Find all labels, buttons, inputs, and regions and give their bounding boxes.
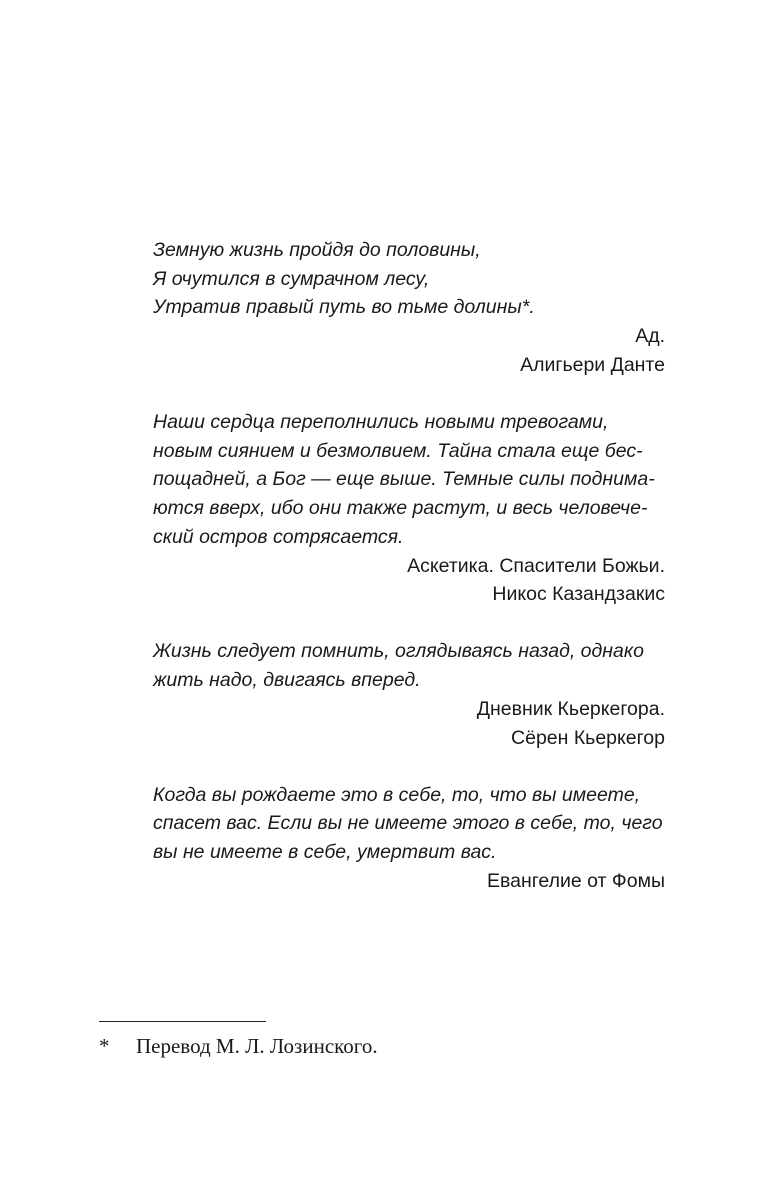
quote-line: вы не имеете в себе, умертвит вас. bbox=[153, 841, 497, 864]
footnote-divider bbox=[99, 1021, 266, 1022]
quote-line: ский остров сотрясается. bbox=[153, 525, 404, 548]
quote-line: спасет вас. Если вы не имеете этого в себе, то, чего bbox=[153, 812, 663, 835]
epigraphs bbox=[153, 236, 665, 896]
quote-line: новым сиянием и безмолвием. Тайна стала еще бес- bbox=[153, 439, 643, 462]
spacer bbox=[153, 752, 665, 781]
epigraph-kazantzakis bbox=[153, 408, 665, 609]
footnote-marker: * bbox=[99, 1034, 110, 1058]
quote-line: Жизнь следует помнить, оглядываясь назад, однако bbox=[153, 640, 644, 663]
epigraph-dante bbox=[153, 236, 665, 380]
quote-line: жить надо, двигаясь вперед. bbox=[153, 669, 421, 692]
attribution-author: Никос Казандзакис bbox=[492, 583, 665, 606]
epigraph-quote bbox=[153, 408, 665, 552]
quote-line: Наши сердца переполнились новыми тревогами, bbox=[153, 411, 609, 434]
attribution-work: Ад. bbox=[635, 325, 665, 348]
spacer bbox=[153, 609, 665, 638]
epigraph-kierkegaard bbox=[153, 637, 665, 752]
quote-line: пощадней, а Бог — еще выше. Темные силы поднима- bbox=[153, 468, 655, 491]
quote-line: Я очутился в сумрачном лесу, bbox=[153, 267, 430, 290]
epigraph-thomas bbox=[153, 781, 665, 896]
attribution-author: Сёрен Кьеркегор bbox=[511, 726, 665, 749]
epigraph-quote bbox=[153, 781, 665, 867]
attribution-work: Евангелие от Фомы bbox=[486, 869, 665, 892]
footnote-text: Перевод М. Л. Лозинского. bbox=[136, 1034, 378, 1058]
attribution-work: Аскетика. Спасители Божьи. bbox=[407, 554, 665, 577]
quote-line: Земную жизнь пройдя до половины, bbox=[153, 239, 481, 261]
quote-line: ются вверх, ибо они также растут, и весь человече- bbox=[153, 497, 648, 520]
quote-line: Когда вы рождаете это в себе, то, что вы имеете, bbox=[153, 783, 641, 806]
footnote bbox=[99, 1032, 378, 1060]
epigraph-quote bbox=[153, 637, 665, 694]
spacer bbox=[153, 380, 665, 409]
attribution-author: Алигьери Данте bbox=[520, 353, 665, 376]
quote-line: Утратив правый путь во тьме долины*. bbox=[153, 296, 535, 319]
epigraph-quote bbox=[153, 236, 665, 322]
attribution-work: Дневник Кьеркегора. bbox=[476, 697, 665, 720]
